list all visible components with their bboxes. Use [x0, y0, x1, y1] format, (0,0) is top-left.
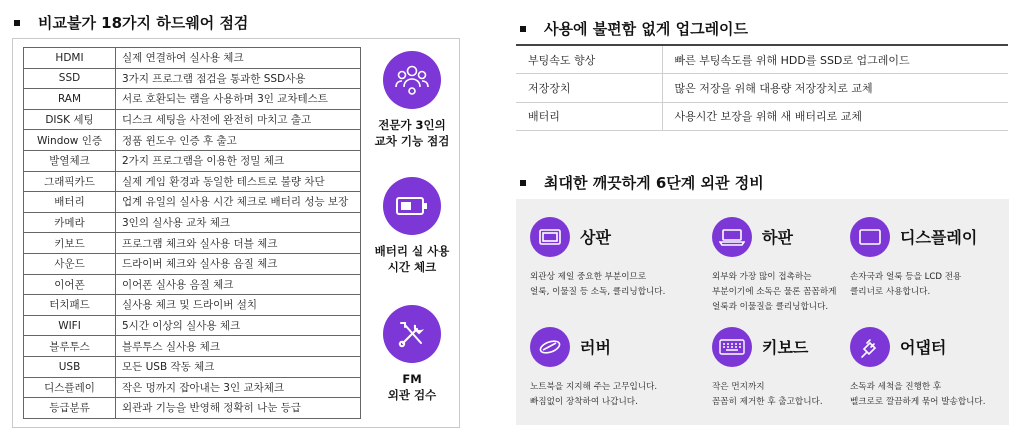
exterior-panel	[516, 199, 1009, 425]
bullet-icon	[520, 180, 526, 186]
table-row	[24, 253, 361, 274]
exterior-item-desc: 작은 먼지까지	[712, 382, 765, 392]
laptop-bottom-icon	[712, 217, 752, 257]
table-row	[516, 102, 1008, 131]
hardware-item-name: 블루투스	[24, 336, 116, 357]
hardware-item-name: 키보드	[24, 233, 116, 254]
hardware-item-description: 업계 유일의 실사용 시간 체크로 배터리 성능 보장	[116, 192, 361, 213]
exterior-item-desc: 부분이기에 소독은 물론 꼼꼼하게	[712, 287, 837, 297]
table-row	[24, 315, 361, 336]
hardware-item-description: 외관과 기능을 반영해 정확히 나눈 등급	[116, 398, 361, 419]
hardware-item-description: 실제 연결하여 실사용 체크	[116, 48, 361, 69]
feature-expert-line1: 전문가 3인의	[378, 118, 446, 132]
table-row	[24, 274, 361, 295]
hardware-check-table	[23, 47, 361, 419]
upgrade-item-name: 부팅속도 향상	[516, 45, 662, 74]
hardware-item-name: 배터리	[24, 192, 116, 213]
exterior-item-desc: 꼼꼼히 제거한 후 출고합니다.	[712, 397, 823, 407]
table-row	[24, 89, 361, 110]
hardware-check-panel	[12, 38, 460, 428]
table-row	[24, 171, 361, 192]
exterior-item-desc: 소독과 세척을 진행한 후	[850, 382, 942, 392]
upgrade-item-description: 많은 저장을 위해 대용량 저장장치로 교체	[662, 74, 1008, 103]
upgrade-heading	[520, 18, 748, 39]
hardware-check-heading	[14, 12, 248, 33]
table-row	[24, 356, 361, 377]
exterior-item-desc: 벨크로로 깔끔하게 묶어 발송합니다.	[850, 397, 986, 407]
keyboard-icon	[712, 327, 752, 367]
rubber-pad-icon	[530, 327, 570, 367]
exterior-item-name: 키보드	[762, 338, 809, 357]
hardware-item-name: SSD	[24, 68, 116, 89]
laptop-lid-icon	[530, 217, 570, 257]
hardware-item-description: 실사용 체크 및 드라이버 설치	[116, 295, 361, 316]
hardware-item-description: 3가지 프로그램 점검을 통과한 SSD사용	[116, 68, 361, 89]
hardware-item-name: 카메라	[24, 212, 116, 233]
table-row	[24, 68, 361, 89]
hardware-item-description: 서로 호환되는 램을 사용하며 3인 교차테스트	[116, 89, 361, 110]
table-row	[24, 109, 361, 130]
hardware-item-name: DISK 세팅	[24, 109, 116, 130]
hardware-item-description: 블루투스 실사용 체크	[116, 336, 361, 357]
table-row	[516, 45, 1008, 74]
hardware-item-name: 터치패드	[24, 295, 116, 316]
hardware-item-name: 발열체크	[24, 150, 116, 171]
hardware-item-name: Window 인증	[24, 130, 116, 151]
upgrade-title: 사용에 불편함 없게 업그레이드	[544, 20, 749, 38]
exterior-item-name: 어댑터	[900, 338, 947, 357]
exterior-item-desc: 외부와 가장 많이 접촉하는	[712, 272, 812, 282]
upgrade-item-description: 빠른 부팅속도를 위해 HDD를 SSD로 업그레이드	[662, 45, 1008, 74]
bullet-icon	[520, 26, 526, 32]
feature-battery-line1: 배터리 실 사용	[374, 244, 450, 258]
display-icon	[850, 217, 890, 257]
hardware-item-description: 5시간 이상의 실사용 체크	[116, 315, 361, 336]
exterior-item-name: 상판	[580, 228, 611, 247]
hardware-item-description: 이어폰 실사용 음질 체크	[116, 274, 361, 295]
table-row	[24, 398, 361, 419]
exterior-item-name: 디스플레이	[900, 228, 978, 247]
hardware-item-name: WIFI	[24, 315, 116, 336]
table-row	[24, 48, 361, 69]
experts-icon	[383, 51, 441, 109]
hardware-item-description: 작은 멍까지 잡아내는 3인 교차체크	[116, 377, 361, 398]
adapter-icon	[850, 327, 890, 367]
hardware-item-description: 프로그램 체크와 실사용 더블 체크	[116, 233, 361, 254]
bullet-icon	[14, 20, 20, 26]
exterior-title: 최대한 깨끗하게 6단계 외관 정비	[544, 174, 764, 192]
upgrade-table	[516, 44, 1008, 131]
upgrade-item-name: 저장장치	[516, 74, 662, 103]
feature-expert-check	[371, 51, 453, 149]
feature-battery-check	[371, 177, 453, 275]
hardware-item-description: 2가지 프로그램을 이용한 정밀 체크	[116, 150, 361, 171]
table-row	[24, 295, 361, 316]
table-row	[24, 130, 361, 151]
exterior-item-desc: 손자국과 얼룩 등을 LCD 전용	[850, 272, 962, 282]
table-row	[24, 150, 361, 171]
exterior-item-name: 하판	[762, 228, 793, 247]
exterior-item-name: 러버	[580, 338, 611, 357]
exterior-item-desc: 얼룩, 이물질 등 소독, 클리닝합니다.	[530, 287, 666, 297]
table-row	[24, 233, 361, 254]
hardware-item-name: HDMI	[24, 48, 116, 69]
exterior-item-desc: 외관상 제일 중요한 부분이므로	[530, 272, 647, 282]
hardware-item-description: 3인의 실사용 교차 체크	[116, 212, 361, 233]
tools-icon	[383, 305, 441, 363]
hardware-item-description: 디스크 세팅을 사전에 완전히 마치고 출고	[116, 109, 361, 130]
feature-battery-line2: 시간 체크	[387, 260, 437, 274]
exterior-item-desc: 노트북을 지지해 주는 고무입니다.	[530, 382, 658, 392]
hardware-item-name: 디스플레이	[24, 377, 116, 398]
exterior-item-desc: 얼룩과 이물질을 클리닝합니다.	[712, 302, 829, 312]
hardware-item-name: USB	[24, 356, 116, 377]
hardware-item-name: 이어폰	[24, 274, 116, 295]
table-row	[24, 212, 361, 233]
hardware-item-description: 정품 윈도우 인증 후 출고	[116, 130, 361, 151]
exterior-item-desc: 빠짐없이 장착하여 나갑니다.	[530, 397, 638, 407]
table-row	[24, 336, 361, 357]
table-row	[24, 377, 361, 398]
hardware-item-name: 그래픽카드	[24, 171, 116, 192]
hardware-check-title: 비교불가 18가지 하드웨어 점검	[38, 14, 249, 32]
feature-expert-line2: 교차 기능 점검	[374, 134, 450, 148]
upgrade-item-name: 배터리	[516, 102, 662, 131]
battery-icon	[383, 177, 441, 235]
hardware-item-name: 사운드	[24, 253, 116, 274]
table-row	[24, 192, 361, 213]
hardware-item-description: 실제 게임 환경과 동일한 테스트로 불량 차단	[116, 171, 361, 192]
feature-exterior-line1: FM	[402, 372, 422, 386]
hardware-item-description: 드라이버 체크와 실사용 음질 체크	[116, 253, 361, 274]
exterior-heading	[520, 172, 764, 193]
upgrade-item-description: 사용시간 보장을 위해 새 배터리로 교체	[662, 102, 1008, 131]
feature-exterior-line2: 외관 검수	[387, 388, 437, 402]
hardware-item-name: 등급분류	[24, 398, 116, 419]
hardware-item-description: 모든 USB 작동 체크	[116, 356, 361, 377]
exterior-item-desc: 클리너로 사용합니다.	[850, 287, 931, 297]
hardware-item-name: RAM	[24, 89, 116, 110]
feature-exterior-inspection	[371, 305, 453, 403]
table-row	[516, 74, 1008, 103]
